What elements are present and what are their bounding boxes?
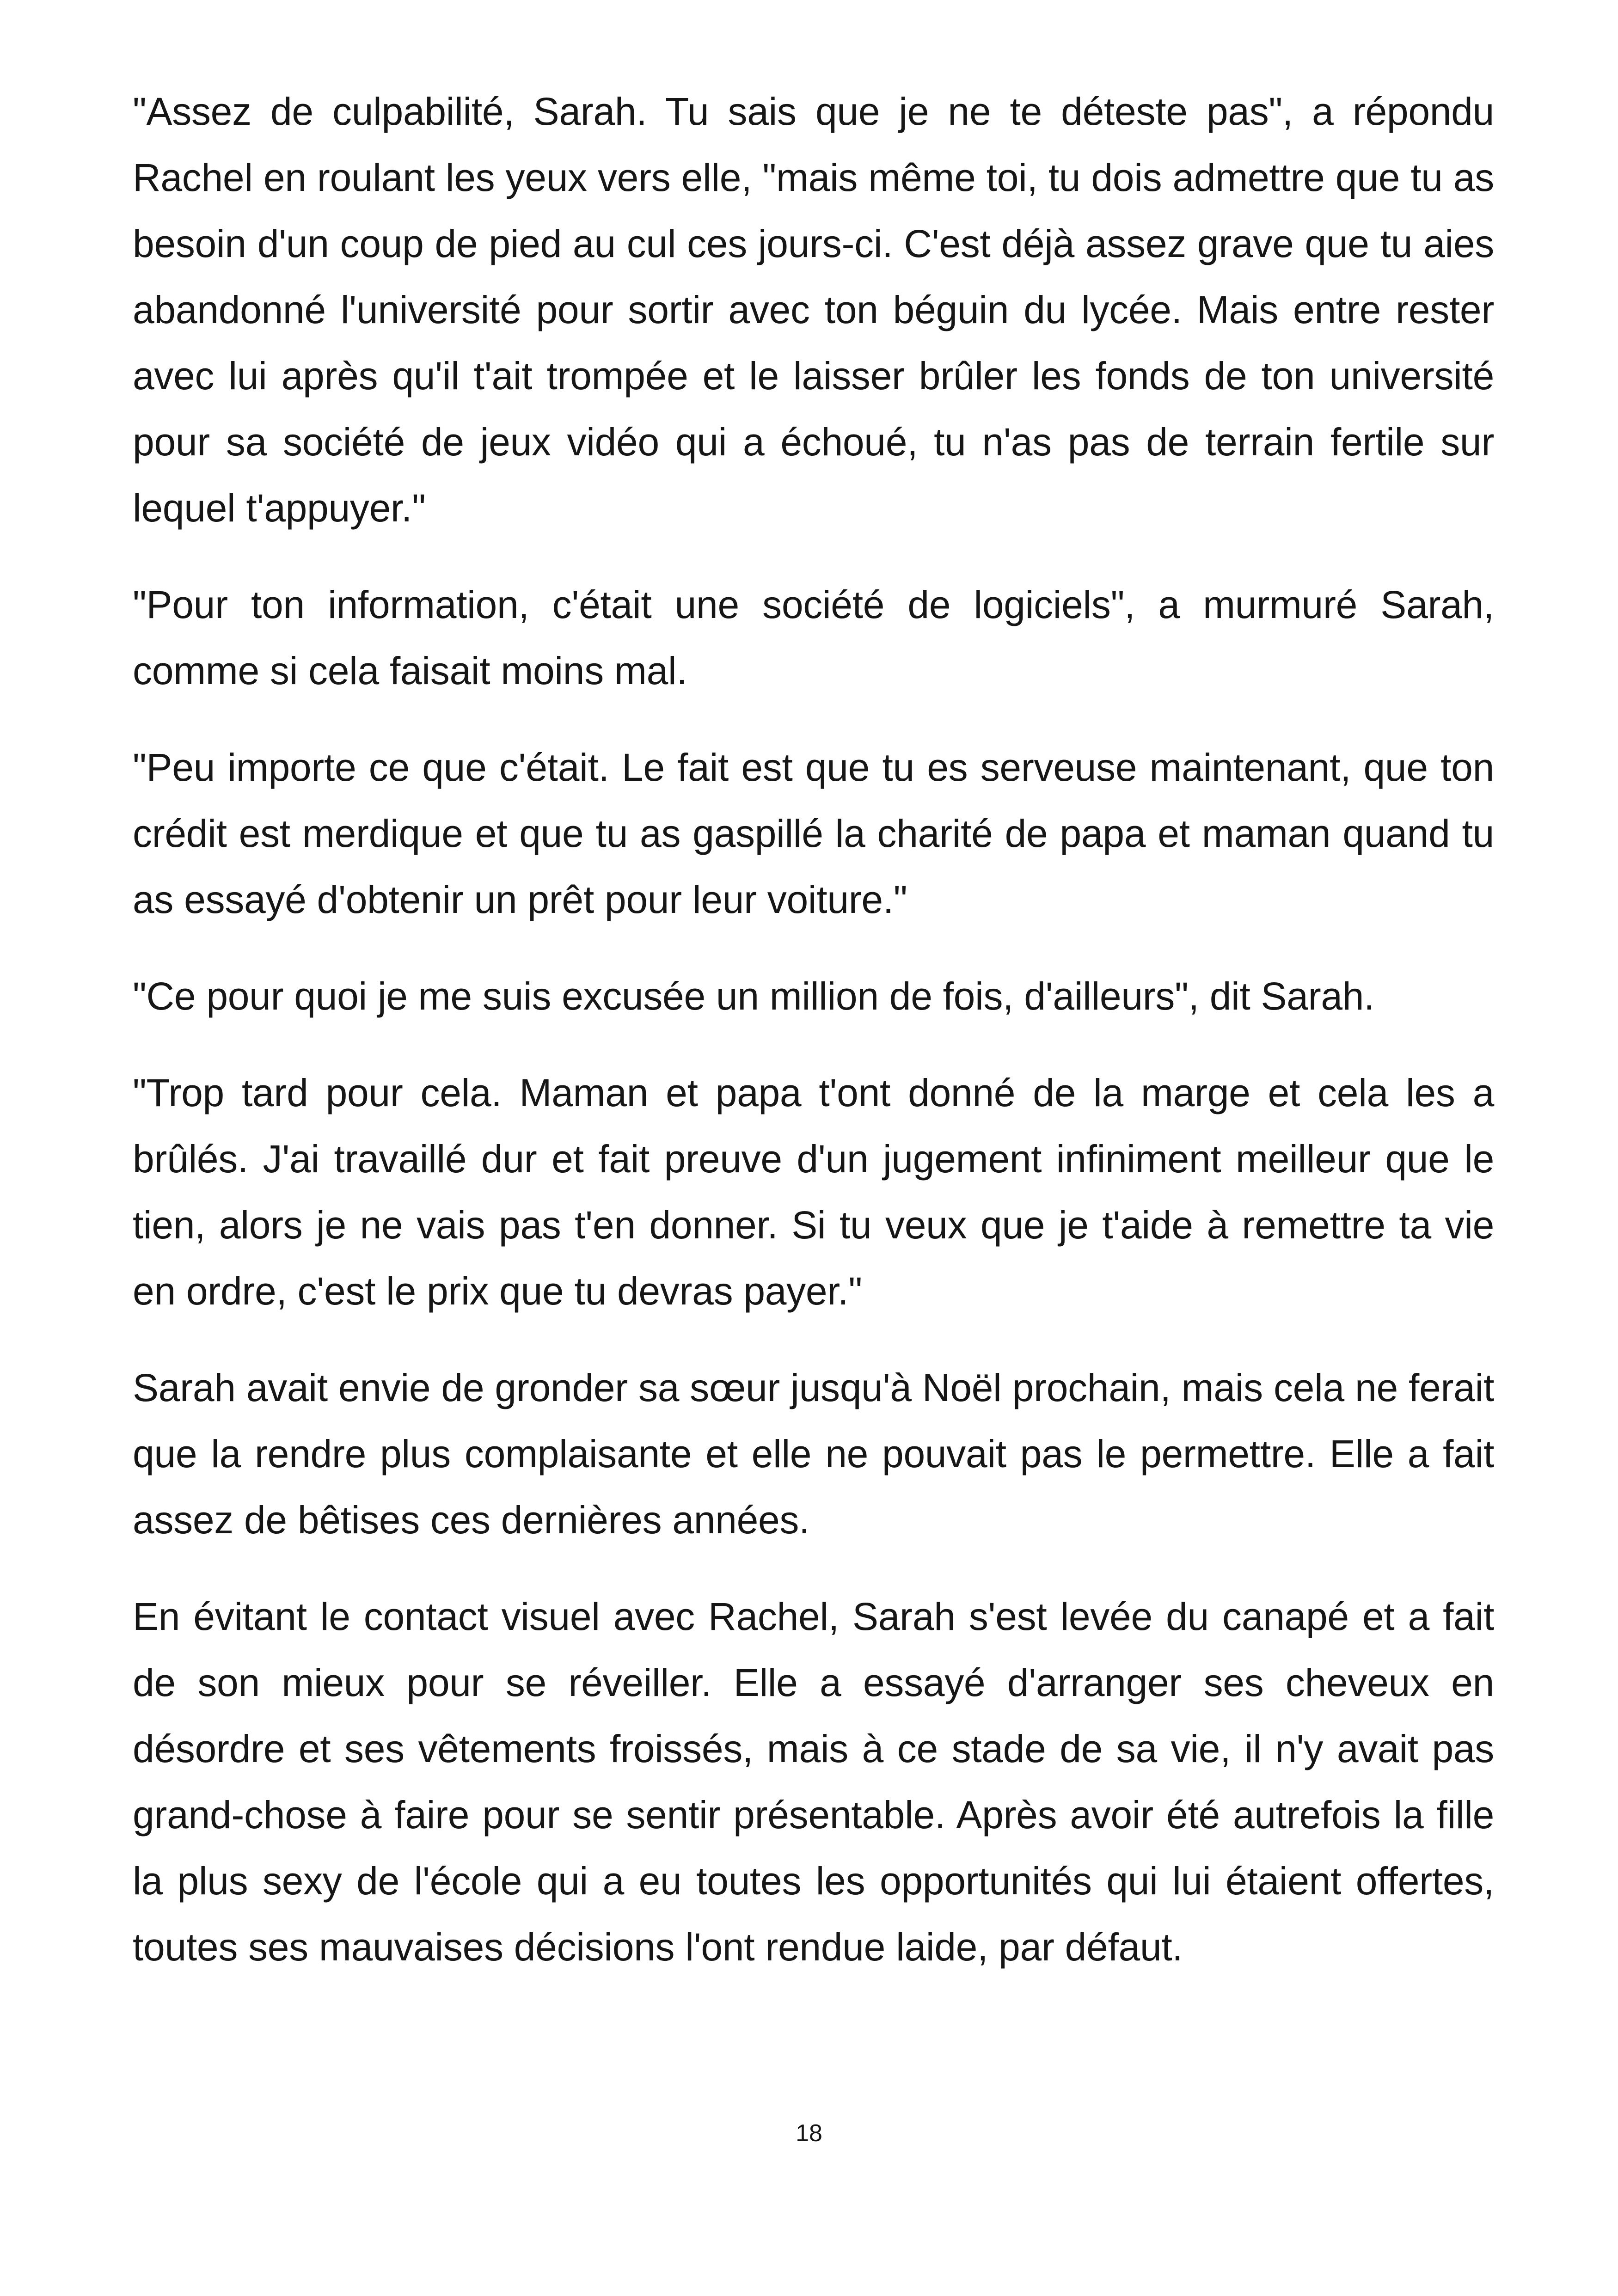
paragraph: En évitant le contact visuel avec Rachel, Sarah s'est levée du canapé et a fait de son mieux pour se réveiller. Elle a essayé d'arranger ses cheveux en désordre et ses vêtements froissés, mais à ce stade de sa vie, il n'y avait pas grand-chose à faire pour se sentir présentable. Après avoir été autrefois la fille la plus sexy de l'école qui a eu toutes les opportunités qui lui étaient offertes, toutes ses mauvaises décisions l'ont rendue laide, par défaut. [133, 1595, 1494, 1969]
paragraph: "Trop tard pour cela. Maman et papa t'ont donné de la marge et cela les a brûlés. J'ai travaillé dur et fait preuve d'un jugement infiniment meilleur que le tien, alors je ne vais pas t'en donner. Si tu veux que je t'aide à remettre ta vie en ordre, c'est le prix que tu devras payer." [133, 1071, 1494, 1313]
paragraph: Sarah avait envie de gronder sa sœur jusqu'à Noël prochain, mais cela ne ferait que la rendre plus complaisante et elle ne pouvait pas le permettre. Elle a fait assez de bêtises ces dernières années. [133, 1366, 1494, 1542]
page-number: 18 [796, 2120, 822, 2147]
paragraph: "Pour ton information, c'était une société de logiciels", a murmuré Sarah, comme si cela faisait moins mal. [133, 583, 1494, 692]
body-text [133, 79, 1494, 2011]
paragraph: "Assez de culpabilité, Sarah. Tu sais que je ne te déteste pas", a répondu Rachel en roulant les yeux vers elle, "mais même toi, tu dois admettre que tu as besoin d'un coup de pied au cul ces jours-ci. C'est déjà assez grave que tu aies abandonné l'université pour sortir avec ton béguin du lycée. Mais entre rester avec lui après qu'il t'ait trompée et le laisser brûler les fonds de ton université pour sa société de jeux vidéo qui a échoué, tu n'as pas de terrain fertile sur lequel t'appuyer." [133, 90, 1494, 530]
paragraph: "Peu importe ce que c'était. Le fait est que tu es serveuse maintenant, que ton crédit est merdique et que tu as gaspillé la charité de papa et maman quand tu as essayé d'obtenir un prêt pour leur voiture." [133, 746, 1494, 921]
paragraph: "Ce pour quoi je me suis excusée un million de fois, d'ailleurs", dit Sarah. [133, 974, 1375, 1018]
